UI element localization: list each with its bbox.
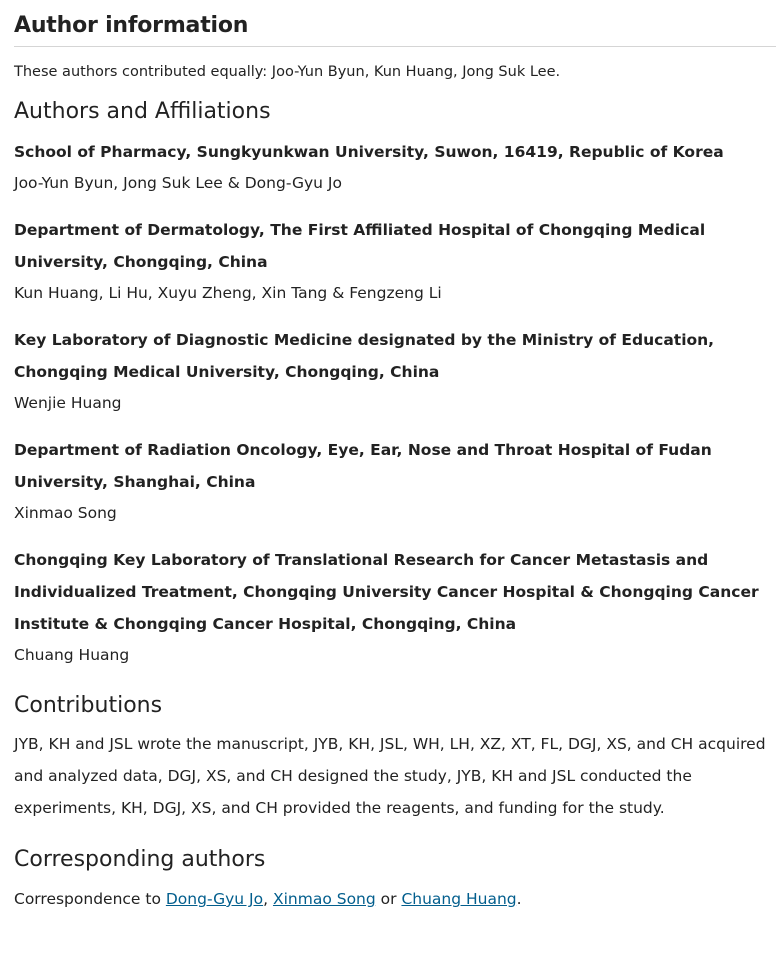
section-title: Author information — [14, 0, 776, 47]
affiliation-name: Key Laboratory of Diagnostic Medicine designated by the Ministry of Education, Chongqing Medical University, Chongqing, China — [14, 331, 715, 381]
correspondence-separator: or — [375, 890, 402, 908]
affiliation-name: Department of Dermatology, The First Affiliated Hospital of Chongqing Medical University, Chongqing, China — [14, 221, 706, 271]
affiliation-name: Chongqing Key Laboratory of Translational Research for Cancer Metastasis and Individualized Treatment, Chongqing University Cancer Hospital & Chongqing Cancer Institute & Chongqing Cancer Hospital, Chongqing, China — [14, 551, 759, 633]
affiliation-authors: Xinmao Song — [14, 504, 117, 522]
affiliation-item — [14, 214, 776, 308]
corresponding-author-link-chuang-huang[interactable]: Chuang Huang — [401, 890, 517, 908]
affiliation-item — [14, 544, 776, 670]
affiliation-item — [14, 324, 776, 418]
affiliation-authors: Kun Huang, Li Hu, Xuyu Zheng, Xin Tang & Fengzeng Li — [14, 284, 442, 302]
contributions-text: JYB, KH and JSL wrote the manuscript, JYB, KH, JSL, WH, LH, XZ, XT, FL, DGJ, XS, and CH acquired and analyzed data, DGJ, XS, and CH designed the study, JYB, KH and JSL conducted the experiments, KH, DGJ, XS, and CH provided the reagents, and funding for the study. — [14, 735, 766, 817]
corresponding-authors-heading: Corresponding authors — [14, 847, 266, 872]
corresponding-author-link-xinmao-song[interactable]: Xinmao Song — [272, 890, 376, 908]
correspondence-suffix: . — [516, 890, 522, 908]
affiliations-heading: Authors and Affiliations — [14, 99, 271, 124]
correspondence-separator: , — [263, 890, 273, 908]
equal-contribution-note: These authors contributed equally: Joo-Yun Byun, Kun Huang, Jong Suk Lee. — [14, 64, 561, 80]
affiliation-name: Department of Radiation Oncology, Eye, Ear, Nose and Throat Hospital of Fudan University, Shanghai, China — [14, 441, 712, 491]
affiliation-authors: Wenjie Huang — [14, 394, 122, 412]
contributions-heading: Contributions — [14, 693, 163, 718]
affiliation-name: School of Pharmacy, Sungkyunkwan University, Suwon, 16419, Republic of Korea — [14, 143, 724, 161]
correspondence-prefix: Correspondence to — [14, 890, 166, 908]
affiliation-item — [14, 136, 776, 198]
correspondence-line — [14, 884, 776, 914]
affiliation-authors: Chuang Huang — [14, 646, 130, 664]
affiliation-item — [14, 434, 776, 528]
affiliation-authors: Joo-Yun Byun, Jong Suk Lee & Dong-Gyu Jo — [14, 174, 342, 192]
affiliations-list — [14, 136, 776, 670]
corresponding-author-link-dong-gyu-jo[interactable]: Dong-Gyu Jo — [165, 890, 264, 908]
